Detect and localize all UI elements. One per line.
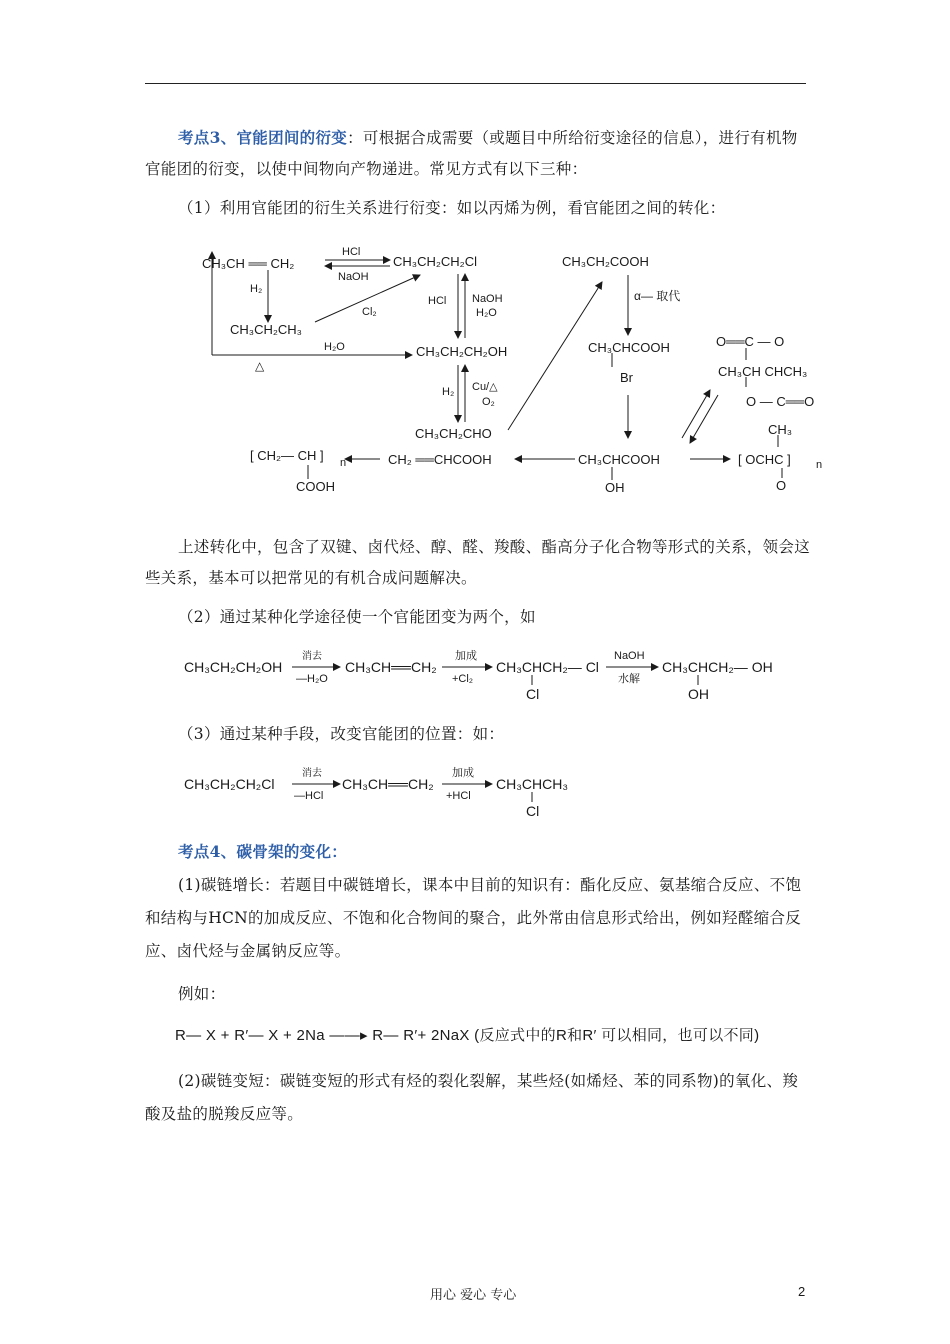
propene-network-diagram (190, 230, 840, 505)
polylactic-n: n (816, 459, 823, 471)
lactic-acid-label: CH₃CHCOOH (578, 452, 660, 467)
cl2-label: Cl₂ (362, 306, 377, 318)
lactide-top: O══C — O (716, 334, 785, 349)
sec4-title-line (145, 836, 810, 868)
heat-label: △ (255, 359, 265, 373)
o2-label: O₂ (482, 396, 495, 408)
sec4-example: 例如： (178, 985, 226, 1003)
h2-label: H₂ (250, 283, 263, 295)
propanol-label: CH₃CH₂CH₂OH (416, 344, 508, 359)
polyacrylic-n: n (340, 457, 347, 469)
sec3-summary: 上述转化中，包含了双键、卤代烃、醇、醛、羧酸、酯高分子化合物等形式的关系，领会这些关系，基本可以把常见的有机合成问题解决。 (145, 538, 811, 587)
eq4-wurtz: R— X + R′— X + 2Na ——▸ R— R′+ 2NaX (反应式中的R和R′ 可以相同，也可以不同) (175, 1027, 760, 1044)
polyacrylic-label: [ CH₂— CH ] (250, 448, 324, 463)
bromo-acid-label: CH₃CHCOOH (588, 340, 670, 355)
eq2-cond3-bottom: 水解 (618, 673, 640, 685)
footer-motto: 用心 爱心 专心 (430, 1288, 517, 1303)
sec3-item3: （3）通过某种手段，改变官能团的位置：如： (178, 725, 505, 743)
h2o-label: H₂O (324, 341, 345, 353)
eq2-dichloride-cl: Cl (526, 686, 540, 702)
eq2-diol: CH₃CHCH₂— OH (662, 659, 773, 675)
polyacrylic-cooh: COOH (296, 479, 335, 494)
sec4-title: 考点4、碳骨架的变化： (178, 842, 348, 861)
eq3-product: CH₃CHCH₃ (496, 776, 569, 792)
hcl-label-2: HCl (428, 295, 447, 307)
eq2-cond3-top: NaOH (614, 650, 645, 662)
sec3-item1: （1）利用官能团的衍生关系进行衍变：如以丙烯为例，看官能团之间的转化： (178, 199, 726, 217)
eq2-cond1-top: 消去 (302, 651, 322, 662)
alpha-substitution-label: α— 取代 (634, 289, 681, 303)
eq3-cond2-top: 加成 (452, 767, 474, 779)
eq3-product-cl: Cl (526, 803, 540, 819)
eq2-dichloride: CH₃CHCH₂— Cl (496, 659, 599, 675)
propane-label: CH₃CH₂CH₃ (230, 322, 302, 337)
sec3-intro (145, 122, 810, 185)
eq2-cond1-bottom: —H₂O (296, 673, 328, 685)
propanal-label: CH₃CH₂CHO (415, 426, 492, 441)
sec3-item2: （2）通过某种化学途径使一个官能团变为两个，如 (178, 608, 536, 626)
h2o-label-2: H₂O (476, 307, 497, 319)
cu-heat-label: Cu/△ (472, 381, 498, 393)
h2-label-2: H₂ (442, 386, 455, 398)
eq2-cond2-top: 加成 (455, 650, 477, 662)
header-rule (145, 83, 806, 84)
eq2-cond2-bottom: +Cl₂ (452, 673, 474, 685)
acrylic-acid-label: CH₂ ══CHCOOH (388, 452, 492, 467)
lactic-oh-label: OH (605, 480, 625, 495)
equation-two-functional-groups (180, 645, 800, 705)
hcl-label: HCl (342, 246, 361, 258)
eq2-reactant: CH₃CH₂CH₂OH (184, 659, 283, 675)
equation-group-position (180, 762, 620, 822)
lactide-mid: CH₃CH CHCH₃ (718, 364, 808, 379)
sec3-title: 考点3、官能团间的衍变 (178, 128, 348, 147)
eq3-cond1-bottom: —HCl (294, 790, 324, 802)
eq3-reactant: CH₃CH₂CH₂Cl (184, 776, 275, 792)
eq3-propene: CH₃CH══CH₂ (342, 776, 434, 792)
sec4-item1: (1)碳链增长：若题目中碳链增长，课本中目前的知识有：酯化反应、氨基缩合反应、不饱和结构与HCN的加成反应、不饱和化合物间的聚合，此外常由信息形式给出，例如羟醛缩合反应、卤代烃与金属钠反应等。 (145, 876, 802, 960)
propene-label: CH₃CH ══ CH₂ (202, 256, 295, 271)
polylactic-ch3: CH₃ (768, 422, 793, 437)
sec4-item2: (2)碳链变短：碳链变短的形式有烃的裂化裂解，某些烃(如烯烃、苯的同系物)的氧化、羧酸及盐的脱羧反应等。 (145, 1072, 799, 1123)
naoh-label-2: NaOH (472, 293, 503, 305)
propanoic-acid-label: CH₃CH₂COOH (562, 254, 649, 269)
polylactic-o: O (776, 478, 787, 493)
sec3-text: ：可根据合成需要（或题目中所给衍变途径的信息），进行有机物官能团的衍变，以使中间物向产物递进。常见方式有以下三种： (145, 129, 798, 178)
naoh-label: NaOH (338, 271, 369, 283)
eq2-diol-oh: OH (688, 686, 709, 702)
eq3-cond2-bottom: +HCl (446, 790, 471, 802)
eq2-propene: CH₃CH══CH₂ (345, 659, 437, 675)
lactide-bottom: O — C══O (746, 394, 815, 409)
bromo-br-label: Br (620, 370, 633, 385)
polylactic-label: [ OCHC ] (738, 452, 791, 467)
page-number: 2 (798, 1284, 806, 1299)
chloropropane-label: CH₃CH₂CH₂Cl (393, 254, 477, 269)
eq3-cond1-top: 消去 (302, 768, 322, 779)
